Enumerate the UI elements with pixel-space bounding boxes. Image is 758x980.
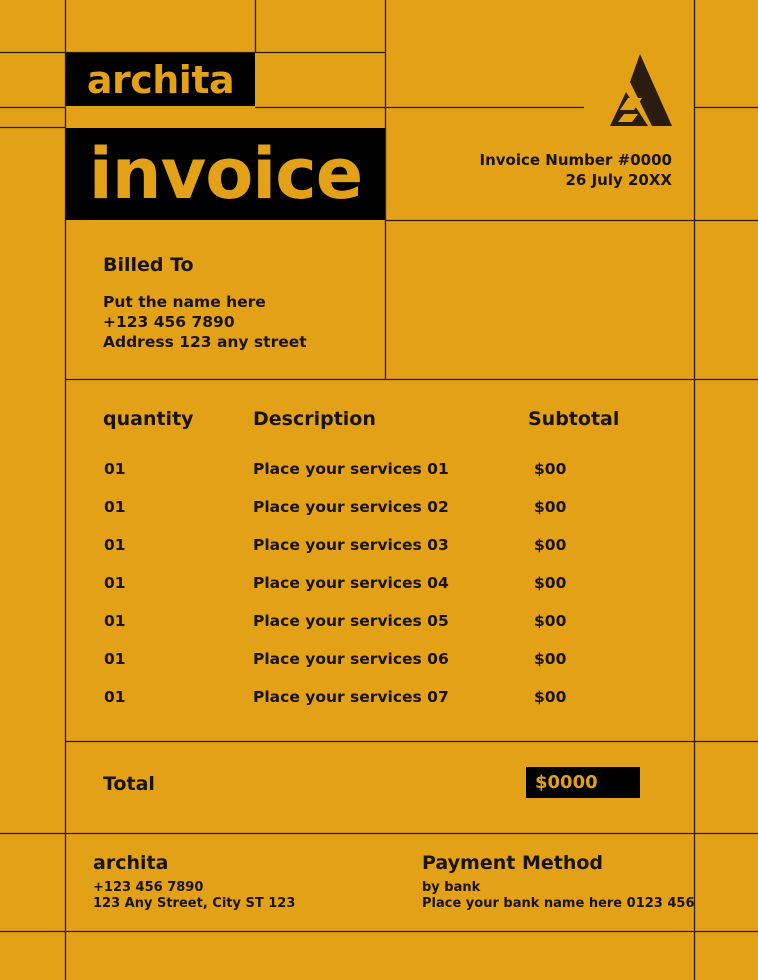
column-header-subtotal: Subtotal (528, 408, 620, 430)
row-description: Place your services 06 (253, 650, 449, 668)
row-description: Place your services 07 (253, 688, 449, 706)
invoice-date: 26 July 20XX (565, 171, 672, 189)
table-row (0, 688, 758, 710)
row-description: Place your services 01 (253, 460, 449, 478)
column-header-description: Description (253, 408, 376, 430)
footer-phone: +123 456 7890 (93, 880, 204, 895)
row-description: Place your services 02 (253, 498, 449, 516)
table-row (0, 612, 758, 634)
row-subtotal: $00 (534, 574, 567, 592)
footer-address: 123 Any Street, City ST 123 (93, 896, 296, 911)
invoice-title: invoice (66, 128, 385, 220)
billed-to-title: Billed To (103, 254, 194, 276)
row-subtotal: $00 (534, 460, 567, 478)
row-subtotal: $00 (534, 688, 567, 706)
table-row (0, 574, 758, 596)
row-quantity: 01 (104, 574, 126, 592)
row-subtotal: $00 (534, 650, 567, 668)
row-quantity: 01 (104, 688, 126, 706)
table-row (0, 498, 758, 520)
table-row (0, 536, 758, 558)
row-quantity: 01 (104, 498, 126, 516)
row-subtotal: $00 (534, 612, 567, 630)
payment-type: by bank (422, 880, 481, 895)
table-row (0, 460, 758, 482)
row-quantity: 01 (104, 536, 126, 554)
row-quantity: 01 (104, 460, 126, 478)
brand-badge: archita (66, 53, 255, 106)
payment-method-title: Payment Method (422, 852, 604, 874)
column-header-quantity: quantity (103, 408, 194, 430)
triangle-logo-icon (606, 52, 674, 132)
row-quantity: 01 (104, 650, 126, 668)
billed-to-address: Address 123 any street (103, 333, 307, 351)
billed-to-phone: +123 456 7890 (103, 313, 235, 331)
table-row (0, 650, 758, 672)
billed-to-name: Put the name here (103, 293, 266, 311)
bank-details: Place your bank name here 0123 456 (422, 896, 695, 911)
total-amount: $0000 (526, 767, 640, 798)
row-subtotal: $00 (534, 536, 567, 554)
row-description: Place your services 05 (253, 612, 449, 630)
footer-company-name: archita (93, 852, 169, 874)
row-quantity: 01 (104, 612, 126, 630)
row-subtotal: $00 (534, 498, 567, 516)
invoice-number: Invoice Number #0000 (479, 151, 672, 169)
row-description: Place your services 03 (253, 536, 449, 554)
row-description: Place your services 04 (253, 574, 449, 592)
total-label: Total (103, 773, 155, 795)
